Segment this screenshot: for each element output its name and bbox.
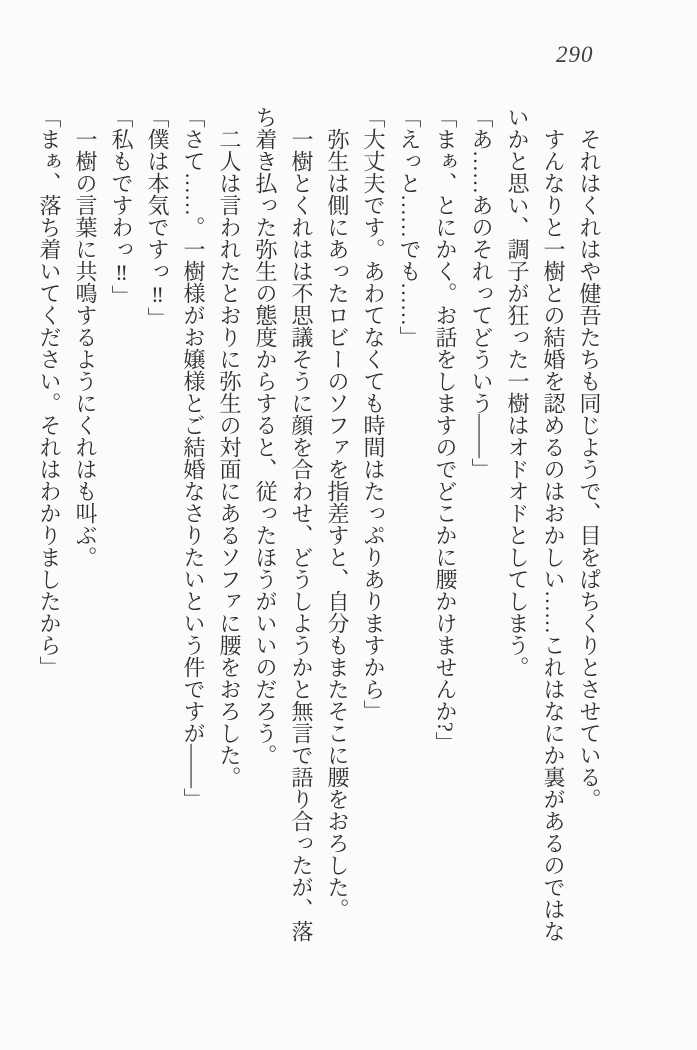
paragraph: 「さて……。一樹様がお嬢様とご結婚なさりたいという件ですが――」 — [181, 106, 206, 810]
paragraph: 「あ……あのそれってどういう――」 — [469, 106, 494, 480]
page-number: 290 — [556, 42, 594, 67]
paragraph: 「大丈夫です。あわてなくても時間はたっぷりありますから」 — [361, 106, 386, 722]
paragraph: それはくれはや健吾たちも同じようで、目をぱちくりとさせている。 — [577, 128, 602, 810]
paragraph: 弥生は側にあったロビーのソファを指差すと、自分もまたそこに腰をおろした。 — [325, 128, 350, 920]
paragraph: 「えっと……でも……」 — [397, 106, 422, 348]
paragraph: 「私もですわっ‼」 — [109, 106, 134, 307]
paragraph: 一樹とくれはは不思議そうに顔を合わせ、どうしようかと無言で語り合ったが、落ち着き払った弥生の態度からすると、従ったほうがいいのだろう。 — [253, 106, 314, 942]
paragraph: すんなりと一樹との結婚を認めるのはおかしい……これはなにか裏があるのではないかと思い、調子が狂った一樹はオドオドとしてしまう。 — [505, 106, 566, 942]
paragraph: 「まぁ、とにかく。お話をしますのでどこかに腰かけませんか?」 — [433, 106, 458, 754]
paragraph: 二人は言われたとおりに弥生の対面にあるソファに腰をおろした。 — [217, 128, 242, 788]
paragraph: 一樹の言葉に共鳴するようにくれはも叫ぶ。 — [73, 128, 98, 568]
paragraph: 「まぁ、落ち着いてください。それはわかりましたから」 — [37, 106, 62, 678]
text-block — [31, 106, 607, 952]
paragraph: 「僕は本気ですっ‼」 — [145, 106, 170, 329]
